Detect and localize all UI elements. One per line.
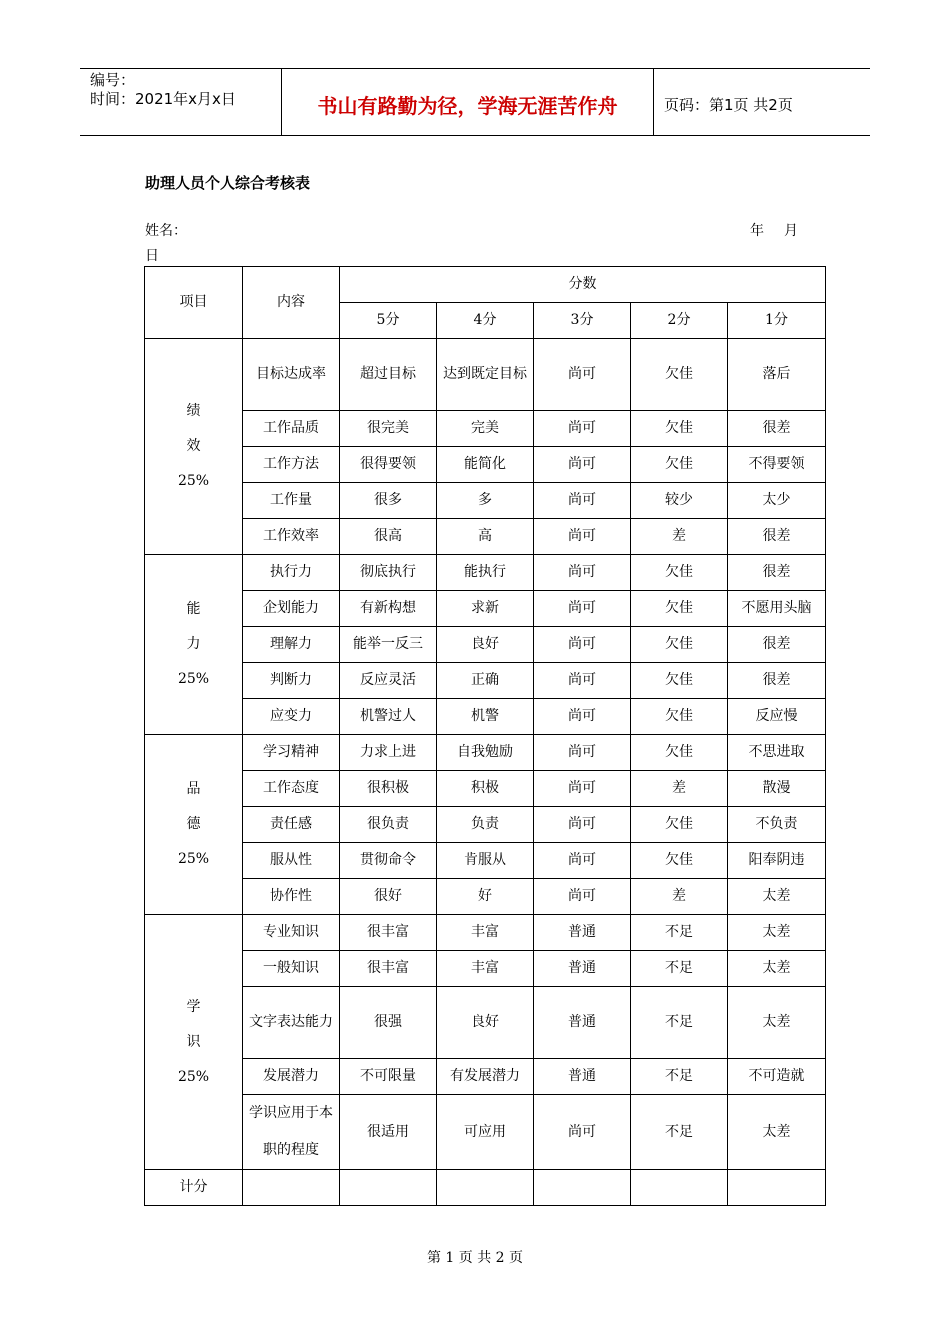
score-cell: 欠佳 — [631, 411, 728, 447]
score-cell: 不可限量 — [340, 1059, 437, 1095]
content-cell: 学习精神 — [243, 735, 340, 771]
score-cell: 太差 — [728, 1095, 826, 1170]
score-cell: 尚可 — [534, 771, 631, 807]
total-cell[interactable] — [631, 1170, 728, 1206]
category-label — [145, 735, 243, 915]
score-cell: 很负责 — [340, 807, 437, 843]
score-cell: 不可造就 — [728, 1059, 826, 1095]
page-footer: 第 1 页 共 2 页 — [426, 1250, 524, 1266]
content-cell: 企划能力 — [243, 591, 340, 627]
score-cell: 尚可 — [534, 555, 631, 591]
score-cell: 落后 — [728, 339, 826, 411]
table-row — [145, 735, 826, 771]
score-cell: 很差 — [728, 411, 826, 447]
table-row — [145, 339, 826, 411]
content-cell: 工作态度 — [243, 771, 340, 807]
content-cell: 工作效率 — [243, 519, 340, 555]
score-cell: 普通 — [534, 987, 631, 1059]
score-header-2: 2分 — [631, 303, 728, 339]
score-cell: 很强 — [340, 987, 437, 1059]
score-cell: 尚可 — [534, 699, 631, 735]
table-row — [145, 555, 826, 591]
day-label: 日 — [145, 248, 159, 264]
score-cell: 不得要领 — [728, 447, 826, 483]
category-weight: 25% — [177, 473, 210, 489]
score-cell: 尚可 — [534, 627, 631, 663]
content-cell: 学识应用于本职的程度 — [243, 1095, 340, 1170]
total-cell[interactable] — [728, 1170, 826, 1206]
header-content: 内容 — [243, 267, 340, 339]
header-meta — [80, 69, 282, 135]
score-cell: 可应用 — [437, 1095, 534, 1170]
score-cell: 欠佳 — [631, 735, 728, 771]
score-cell: 反应灵活 — [340, 663, 437, 699]
total-label: 计分 — [145, 1170, 243, 1206]
score-cell: 普通 — [534, 1059, 631, 1095]
score-cell: 不足 — [631, 915, 728, 951]
score-cell: 肯服从 — [437, 843, 534, 879]
content-cell: 执行力 — [243, 555, 340, 591]
total-row — [145, 1170, 826, 1206]
score-cell: 很积极 — [340, 771, 437, 807]
score-cell: 太差 — [728, 987, 826, 1059]
score-header-5: 5分 — [340, 303, 437, 339]
score-cell: 不足 — [631, 1059, 728, 1095]
score-cell: 很多 — [340, 483, 437, 519]
score-cell: 彻底执行 — [340, 555, 437, 591]
table-row — [145, 987, 826, 1059]
score-cell: 很适用 — [340, 1095, 437, 1170]
table-row — [145, 771, 826, 807]
score-cell: 较少 — [631, 483, 728, 519]
score-cell: 高 — [437, 519, 534, 555]
content-cell: 责任感 — [243, 807, 340, 843]
score-cell: 力求上进 — [340, 735, 437, 771]
content-cell: 发展潜力 — [243, 1059, 340, 1095]
score-cell: 多 — [437, 483, 534, 519]
content-cell: 判断力 — [243, 663, 340, 699]
score-cell: 尚可 — [534, 591, 631, 627]
score-cell: 很得要领 — [340, 447, 437, 483]
category-char: 能 — [186, 601, 201, 617]
score-cell: 很差 — [728, 663, 826, 699]
table-row — [145, 447, 826, 483]
table-row — [145, 699, 826, 735]
score-cell: 自我勉励 — [437, 735, 534, 771]
score-cell: 普通 — [534, 951, 631, 987]
category-char: 绩 — [186, 403, 201, 419]
table-row — [145, 663, 826, 699]
score-cell: 欠佳 — [631, 339, 728, 411]
content-cell: 工作品质 — [243, 411, 340, 447]
score-cell: 能举一反三 — [340, 627, 437, 663]
table-row — [145, 915, 826, 951]
category-weight: 25% — [177, 851, 210, 867]
score-cell: 差 — [631, 519, 728, 555]
score-cell: 欠佳 — [631, 447, 728, 483]
table-row — [145, 627, 826, 663]
score-cell: 丰富 — [437, 915, 534, 951]
score-cell: 尚可 — [534, 1095, 631, 1170]
assessment-table — [144, 266, 826, 1206]
score-cell: 超过目标 — [340, 339, 437, 411]
score-header-1: 1分 — [728, 303, 826, 339]
table-row — [145, 591, 826, 627]
table-row — [145, 1059, 826, 1095]
score-cell: 机警 — [437, 699, 534, 735]
content-cell: 一般知识 — [243, 951, 340, 987]
category-char: 学 — [186, 998, 201, 1015]
category-char: 德 — [186, 816, 201, 832]
score-cell: 很丰富 — [340, 951, 437, 987]
score-cell: 机警过人 — [340, 699, 437, 735]
score-cell: 尚可 — [534, 735, 631, 771]
score-header-4: 4分 — [437, 303, 534, 339]
score-cell: 完美 — [437, 411, 534, 447]
score-cell: 尚可 — [534, 447, 631, 483]
score-cell: 有新构想 — [340, 591, 437, 627]
score-cell: 不负责 — [728, 807, 826, 843]
score-cell: 尚可 — [534, 519, 631, 555]
score-cell: 负责 — [437, 807, 534, 843]
score-cell: 太差 — [728, 879, 826, 915]
year-label: 年 — [750, 223, 764, 239]
page-header — [80, 68, 870, 136]
month-label: 月 — [784, 223, 798, 239]
score-header-3: 3分 — [534, 303, 631, 339]
total-cell[interactable] — [437, 1170, 534, 1206]
table-row — [145, 807, 826, 843]
score-cell: 很丰富 — [340, 915, 437, 951]
score-cell: 欠佳 — [631, 555, 728, 591]
header-item: 项目 — [145, 267, 243, 339]
score-cell: 尚可 — [534, 843, 631, 879]
table-row — [145, 1095, 826, 1170]
score-cell: 尚可 — [534, 879, 631, 915]
score-cell: 普通 — [534, 915, 631, 951]
score-cell: 积极 — [437, 771, 534, 807]
score-cell: 很完美 — [340, 411, 437, 447]
table-row — [145, 411, 826, 447]
category-label — [145, 339, 243, 555]
category-label — [145, 915, 243, 1170]
score-cell: 很差 — [728, 555, 826, 591]
score-cell: 尚可 — [534, 807, 631, 843]
score-cell: 良好 — [437, 627, 534, 663]
table-row — [145, 879, 826, 915]
category-weight: 25% — [177, 671, 210, 687]
score-cell: 阳奉阴违 — [728, 843, 826, 879]
score-cell: 良好 — [437, 987, 534, 1059]
score-cell: 差 — [631, 879, 728, 915]
score-cell: 不思进取 — [728, 735, 826, 771]
content-cell: 服从性 — [243, 843, 340, 879]
score-cell: 欠佳 — [631, 699, 728, 735]
table-row — [145, 843, 826, 879]
score-cell: 太差 — [728, 915, 826, 951]
score-cell: 达到既定目标 — [437, 339, 534, 411]
document-title: 助理人员个人综合考核表 — [145, 174, 311, 192]
category-label — [145, 555, 243, 735]
content-cell: 文字表达能力 — [243, 987, 340, 1059]
header-score: 分数 — [340, 267, 826, 303]
score-cell: 太差 — [728, 951, 826, 987]
content-cell: 应变力 — [243, 699, 340, 735]
score-cell: 好 — [437, 879, 534, 915]
content-cell: 协作性 — [243, 879, 340, 915]
score-cell: 差 — [631, 771, 728, 807]
table-row — [145, 951, 826, 987]
content-cell: 理解力 — [243, 627, 340, 663]
category-char: 品 — [186, 781, 201, 797]
score-cell: 欠佳 — [631, 591, 728, 627]
date-label — [750, 220, 818, 240]
score-cell: 很高 — [340, 519, 437, 555]
content-cell: 目标达成率 — [243, 339, 340, 411]
content-cell: 工作方法 — [243, 447, 340, 483]
category-char: 效 — [186, 438, 201, 454]
score-cell: 欠佳 — [631, 627, 728, 663]
category-weight: 25% — [177, 1068, 210, 1085]
header-page-info: 页码：第1页 共2页 — [664, 95, 793, 114]
score-cell: 不愿用头脑 — [728, 591, 826, 627]
score-cell: 欠佳 — [631, 663, 728, 699]
score-cell: 贯彻命令 — [340, 843, 437, 879]
name-label: 姓名： — [145, 223, 187, 239]
content-cell: 工作量 — [243, 483, 340, 519]
content-cell: 专业知识 — [243, 915, 340, 951]
score-cell: 尚可 — [534, 663, 631, 699]
score-cell: 尚可 — [534, 483, 631, 519]
number-label: 编号： — [90, 71, 136, 89]
score-cell: 很差 — [728, 627, 826, 663]
score-cell: 能简化 — [437, 447, 534, 483]
score-cell: 尚可 — [534, 339, 631, 411]
score-cell: 欠佳 — [631, 843, 728, 879]
score-cell: 反应慢 — [728, 699, 826, 735]
category-char: 识 — [186, 1033, 201, 1050]
time-label: 时间：2021年x月x日 — [90, 90, 236, 108]
score-cell: 求新 — [437, 591, 534, 627]
score-cell: 不足 — [631, 951, 728, 987]
score-cell: 很好 — [340, 879, 437, 915]
total-cell[interactable] — [534, 1170, 631, 1206]
score-cell: 散漫 — [728, 771, 826, 807]
score-cell: 不足 — [631, 987, 728, 1059]
score-cell: 正确 — [437, 663, 534, 699]
score-cell: 很差 — [728, 519, 826, 555]
score-cell: 尚可 — [534, 411, 631, 447]
score-cell: 太少 — [728, 483, 826, 519]
table-row — [145, 483, 826, 519]
total-cell[interactable] — [340, 1170, 437, 1206]
category-char: 力 — [186, 636, 201, 652]
header-motto: 书山有路勤为径，学海无涯苦作舟 — [282, 69, 654, 135]
score-cell: 不足 — [631, 1095, 728, 1170]
score-cell: 有发展潜力 — [437, 1059, 534, 1095]
score-cell: 欠佳 — [631, 807, 728, 843]
score-cell: 能执行 — [437, 555, 534, 591]
table-row — [145, 519, 826, 555]
total-cell[interactable] — [243, 1170, 340, 1206]
score-cell: 丰富 — [437, 951, 534, 987]
